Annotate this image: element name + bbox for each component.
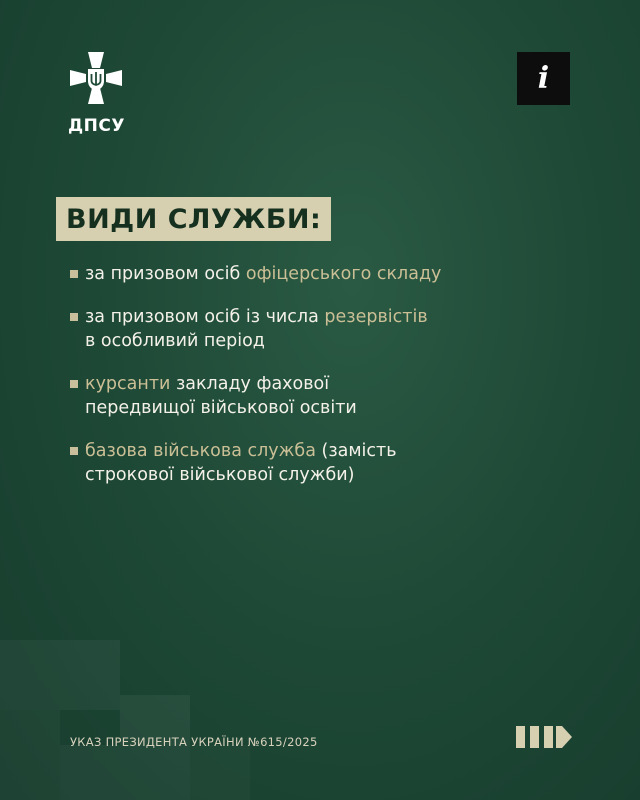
list-item-line	[85, 305, 590, 329]
plain-text: закладу фахової	[170, 374, 330, 394]
list-item-line	[85, 262, 590, 286]
info-icon: i	[517, 52, 570, 105]
list-item-line	[85, 463, 590, 487]
plain-text: передвищої військової освіти	[85, 398, 357, 418]
list-item-text	[85, 439, 590, 487]
decree-footer: УКАЗ ПРЕЗИДЕНТА УКРАЇНИ №615/2025	[70, 735, 318, 749]
highlighted-text: резервістів	[324, 307, 428, 327]
list-item-text	[85, 372, 590, 420]
list-item	[70, 372, 590, 420]
list-item-line	[85, 396, 590, 420]
list-item-line	[85, 329, 590, 353]
square-bullet-icon	[70, 380, 78, 388]
plain-text: (замість	[315, 441, 397, 461]
list-item-line	[85, 439, 590, 463]
highlighted-text: базова військова служба	[85, 441, 316, 461]
list-item	[70, 305, 590, 353]
plain-text: в особливий період	[85, 331, 265, 351]
square-bullet-icon	[70, 447, 78, 455]
plain-text: за призовом осіб із числа	[85, 307, 325, 327]
square-bullet-icon	[70, 313, 78, 321]
title-banner	[56, 197, 331, 241]
list-item-line	[85, 372, 590, 396]
dpsu-emblem-icon	[66, 48, 126, 108]
plain-text: за призовом осіб	[85, 264, 246, 284]
logo-label: ДПСУ	[68, 116, 125, 136]
list-item	[70, 262, 590, 286]
list-item-text	[85, 262, 590, 286]
list-item	[70, 439, 590, 487]
highlighted-text: офіцерського складу	[245, 264, 442, 284]
highlighted-text: курсанти	[85, 374, 171, 394]
next-slide-arrows-icon	[516, 726, 572, 752]
plain-text: строкової військової служби)	[85, 465, 355, 485]
square-bullet-icon	[70, 270, 78, 278]
page-title: ВИДИ СЛУЖБИ:	[66, 203, 322, 235]
service-types-list	[70, 262, 590, 506]
list-item-text	[85, 305, 590, 353]
